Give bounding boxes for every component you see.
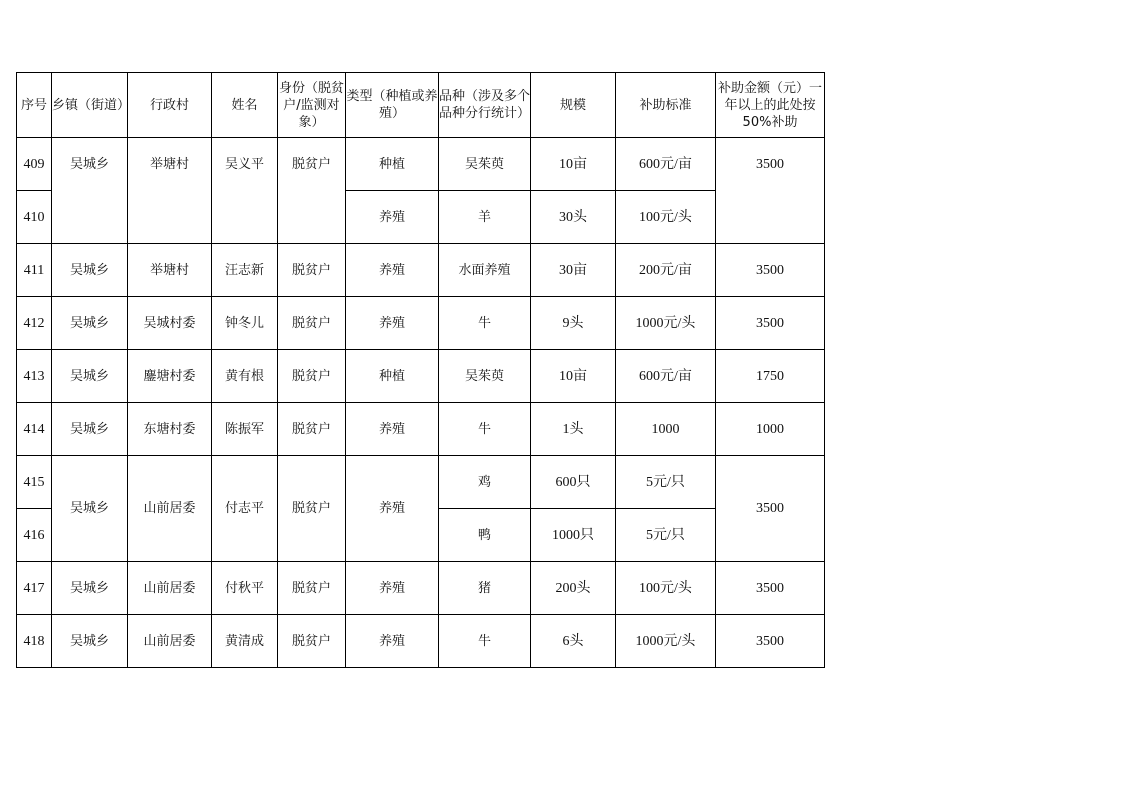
cell-amount: 3500 bbox=[716, 456, 825, 562]
cell-amount: 1000 bbox=[716, 403, 825, 456]
cell-scale: 6头 bbox=[531, 615, 616, 668]
cell-scale: 1000只 bbox=[531, 509, 616, 562]
cell-town: 吴城乡 bbox=[52, 244, 128, 297]
cell-variety: 吴茱萸 bbox=[439, 138, 531, 191]
cell-standard: 100元/头 bbox=[616, 191, 716, 244]
cell-amount: 3500 bbox=[716, 244, 825, 297]
cell-scale: 10亩 bbox=[531, 350, 616, 403]
cell-amount: 3500 bbox=[716, 615, 825, 668]
cell-identity: 脱贫户 bbox=[278, 350, 346, 403]
cell-village: 鏖塘村委 bbox=[128, 350, 212, 403]
cell-scale: 30亩 bbox=[531, 244, 616, 297]
cell-type: 养殖 bbox=[346, 562, 439, 615]
header-name: 姓名 bbox=[212, 73, 278, 138]
table-row bbox=[17, 615, 825, 668]
header-seq: 序号 bbox=[17, 73, 52, 138]
cell-name: 黄清成 bbox=[212, 615, 278, 668]
cell-village: 山前居委 bbox=[128, 456, 212, 562]
table-row bbox=[17, 297, 825, 350]
cell-village: 吴城村委 bbox=[128, 297, 212, 350]
cell-seq: 417 bbox=[17, 562, 52, 615]
cell-scale: 200头 bbox=[531, 562, 616, 615]
table-row bbox=[17, 350, 825, 403]
cell-standard: 1000 bbox=[616, 403, 716, 456]
cell-type: 养殖 bbox=[346, 191, 439, 244]
cell-seq: 414 bbox=[17, 403, 52, 456]
cell-type: 种植 bbox=[346, 350, 439, 403]
cell-variety: 鸭 bbox=[439, 509, 531, 562]
cell-identity: 脱贫户 bbox=[278, 244, 346, 297]
cell-identity: 脱贫户 bbox=[278, 138, 346, 244]
table-row bbox=[17, 562, 825, 615]
table-row bbox=[17, 456, 825, 509]
cell-variety: 鸡 bbox=[439, 456, 531, 509]
cell-standard: 600元/亩 bbox=[616, 350, 716, 403]
cell-standard: 5元/只 bbox=[616, 509, 716, 562]
cell-scale: 1头 bbox=[531, 403, 616, 456]
cell-variety: 猪 bbox=[439, 562, 531, 615]
cell-variety: 吴茱萸 bbox=[439, 350, 531, 403]
cell-variety: 羊 bbox=[439, 191, 531, 244]
cell-type: 养殖 bbox=[346, 244, 439, 297]
header-scale: 规模 bbox=[531, 73, 616, 138]
cell-village: 东塘村委 bbox=[128, 403, 212, 456]
cell-seq: 409 bbox=[17, 138, 52, 191]
cell-identity: 脱贫户 bbox=[278, 562, 346, 615]
cell-name: 付秋平 bbox=[212, 562, 278, 615]
cell-type: 养殖 bbox=[346, 297, 439, 350]
cell-scale: 10亩 bbox=[531, 138, 616, 191]
cell-type: 种植 bbox=[346, 138, 439, 191]
cell-name: 汪志新 bbox=[212, 244, 278, 297]
cell-name: 付志平 bbox=[212, 456, 278, 562]
cell-type: 养殖 bbox=[346, 615, 439, 668]
cell-variety: 水面养殖 bbox=[439, 244, 531, 297]
cell-identity: 脱贫户 bbox=[278, 403, 346, 456]
cell-seq: 418 bbox=[17, 615, 52, 668]
cell-name: 钟冬儿 bbox=[212, 297, 278, 350]
cell-scale: 30头 bbox=[531, 191, 616, 244]
cell-name: 吴义平 bbox=[212, 138, 278, 244]
cell-town: 吴城乡 bbox=[52, 403, 128, 456]
cell-town: 吴城乡 bbox=[52, 297, 128, 350]
cell-standard: 100元/头 bbox=[616, 562, 716, 615]
cell-village: 举塘村 bbox=[128, 244, 212, 297]
cell-village: 举塘村 bbox=[128, 138, 212, 244]
cell-type: 养殖 bbox=[346, 403, 439, 456]
header-identity: 身份（脱贫户/监测对象） bbox=[278, 73, 346, 138]
cell-variety: 牛 bbox=[439, 297, 531, 350]
cell-town: 吴城乡 bbox=[52, 350, 128, 403]
header-village: 行政村 bbox=[128, 73, 212, 138]
cell-identity: 脱贫户 bbox=[278, 456, 346, 562]
cell-town: 吴城乡 bbox=[52, 456, 128, 562]
cell-amount: 3500 bbox=[716, 297, 825, 350]
cell-standard: 200元/亩 bbox=[616, 244, 716, 297]
cell-amount: 3500 bbox=[716, 138, 825, 244]
cell-town: 吴城乡 bbox=[52, 562, 128, 615]
cell-seq: 415 bbox=[17, 456, 52, 509]
header-row bbox=[17, 73, 825, 138]
cell-village: 山前居委 bbox=[128, 562, 212, 615]
header-type: 类型（种植或养殖） bbox=[346, 73, 439, 138]
cell-amount: 3500 bbox=[716, 562, 825, 615]
cell-identity: 脱贫户 bbox=[278, 297, 346, 350]
cell-standard: 1000元/头 bbox=[616, 297, 716, 350]
cell-scale: 9头 bbox=[531, 297, 616, 350]
cell-seq: 410 bbox=[17, 191, 52, 244]
cell-scale: 600只 bbox=[531, 456, 616, 509]
header-standard: 补助标准 bbox=[616, 73, 716, 138]
cell-standard: 5元/只 bbox=[616, 456, 716, 509]
subsidy-table bbox=[16, 72, 825, 668]
cell-village: 山前居委 bbox=[128, 615, 212, 668]
table-row bbox=[17, 244, 825, 297]
header-amount: 补助金额（元）一年以上的此处按50%补助 bbox=[716, 73, 825, 138]
cell-variety: 牛 bbox=[439, 403, 531, 456]
cell-variety: 牛 bbox=[439, 615, 531, 668]
header-variety: 品种（涉及多个品种分行统计） bbox=[439, 73, 531, 138]
cell-type: 养殖 bbox=[346, 456, 439, 562]
header-town: 乡镇（街道） bbox=[52, 73, 128, 138]
cell-name: 陈振军 bbox=[212, 403, 278, 456]
cell-identity: 脱贫户 bbox=[278, 615, 346, 668]
cell-name: 黄有根 bbox=[212, 350, 278, 403]
cell-seq: 416 bbox=[17, 509, 52, 562]
cell-town: 吴城乡 bbox=[52, 615, 128, 668]
cell-seq: 413 bbox=[17, 350, 52, 403]
cell-standard: 1000元/头 bbox=[616, 615, 716, 668]
table-row bbox=[17, 403, 825, 456]
cell-standard: 600元/亩 bbox=[616, 138, 716, 191]
cell-seq: 411 bbox=[17, 244, 52, 297]
cell-amount: 1750 bbox=[716, 350, 825, 403]
cell-town: 吴城乡 bbox=[52, 138, 128, 244]
table-row bbox=[17, 138, 825, 191]
cell-seq: 412 bbox=[17, 297, 52, 350]
